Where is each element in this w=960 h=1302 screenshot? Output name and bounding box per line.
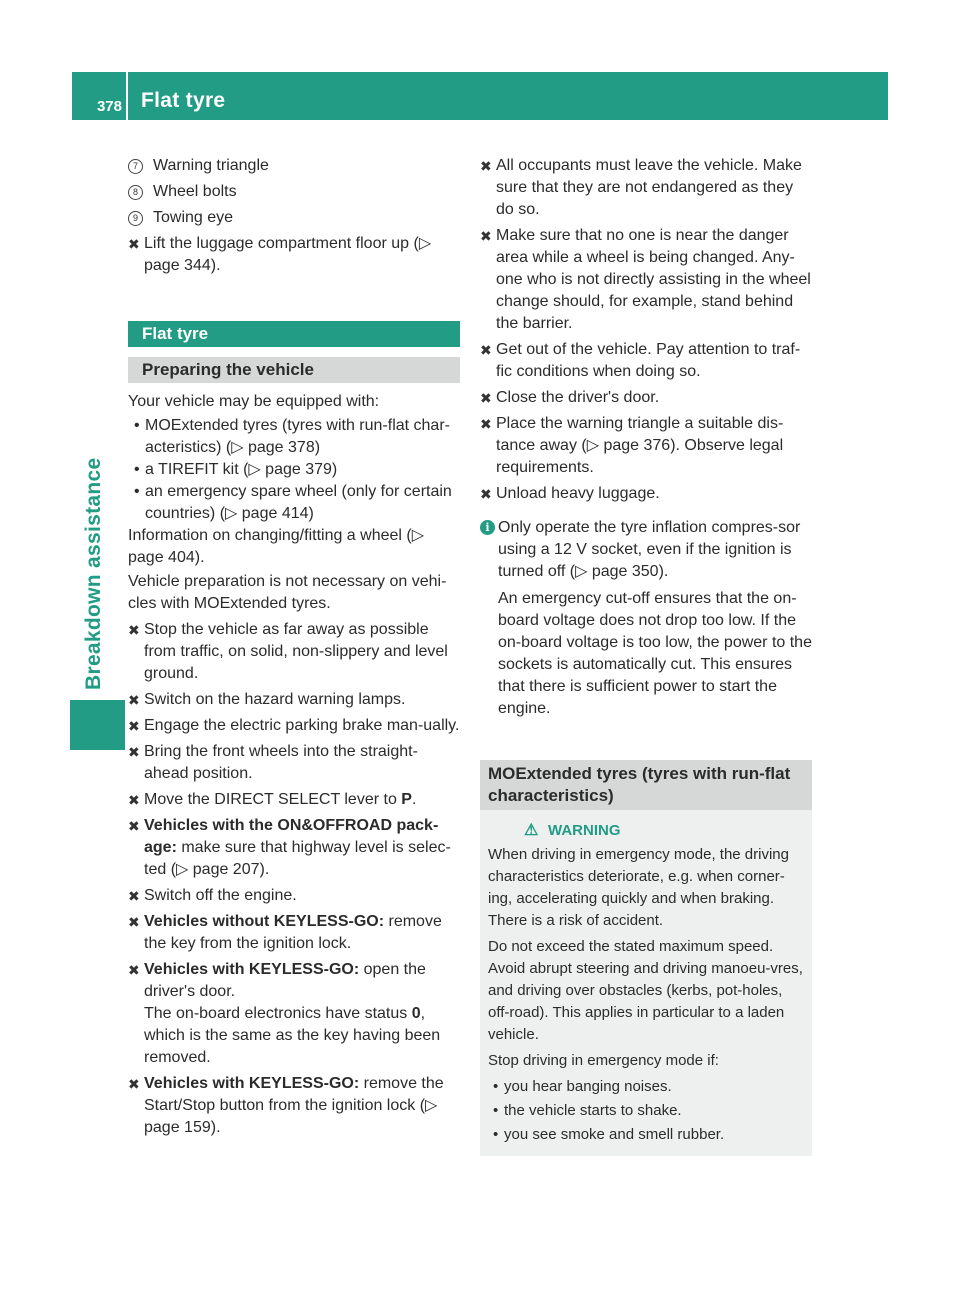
legend-label: Wheel bolts [153, 183, 237, 200]
legend-label: Warning triangle [153, 157, 269, 174]
instruction-step: ✖ Vehicles with KEYLESS-GO: open the driver's door. The on-board electronics have status 0, which is the same as the key having been removed. [128, 961, 441, 1066]
page-number: 378 [96, 98, 122, 115]
instruction-step: ✖ Engage the electric parking brake man-ually. [128, 715, 460, 737]
info-prep-text: Vehicle preparation is not necessary on vehi-cles with MOExtended tyres. [128, 573, 447, 612]
step-arrow-icon: ✖ [480, 390, 492, 406]
step-arrow-icon: ✖ [480, 158, 492, 174]
step-arrow-icon: ✖ [128, 962, 140, 978]
legend-item [128, 181, 460, 203]
bullet-dot-icon: • [493, 1102, 499, 1119]
step-arrow-icon: ✖ [128, 236, 140, 252]
warning-text: Do not exceed the stated maximum speed. Avoid abrupt steering and driving manoeu-vres, and driving over obstacles (kerbs, pot-holes, off-road). This applies in particular to a laden vehicle. [488, 938, 803, 1043]
step-arrow-icon: ✖ [128, 818, 140, 834]
section-title-moextended: MOExtended tyres (tyres with run-flat characteristics) [480, 760, 812, 810]
instruction-step: ✖ Switch off the engine. [128, 885, 460, 907]
info-note [480, 517, 812, 720]
instruction-step: ✖ Switch on the hazard warning lamps. [128, 689, 460, 711]
warning-bullet: • you see smoke and smell rubber. [488, 1124, 804, 1146]
page-number-box [72, 72, 126, 120]
instruction-step: ✖ Stop the vehicle as far away as possible from traffic, on solid, non-slippery and level ground. [128, 621, 448, 682]
warning-bullet: • you hear banging noises. [488, 1076, 804, 1098]
header-bar [128, 72, 888, 120]
section-title-flat-tyre: Flat tyre [128, 321, 460, 347]
warning-triangle-icon: ⚠ [524, 822, 539, 839]
info-icon: i [480, 520, 495, 535]
subsection-title-preparing: Preparing the vehicle [128, 357, 460, 383]
warning-text: When driving in emergency mode, the driving characteristics deteriorate, e.g. when corner-ing, accelerating quickly and when braking. There is a risk of accident. [488, 846, 789, 929]
callout-number: 7 [128, 159, 143, 174]
intro-text: Your vehicle may be equipped with: [128, 393, 380, 410]
right-column [480, 155, 812, 1156]
left-column [128, 155, 460, 1143]
instruction-step [128, 233, 460, 277]
step-arrow-icon: ✖ [128, 692, 140, 708]
step-arrow-icon: ✖ [128, 622, 140, 638]
info-change-text: Information on changing/fitting a wheel (▷ page 404). [128, 527, 425, 566]
instruction-step: ✖ Make sure that no one is near the danger area while a wheel is being changed. Any-one who is not directly assisting in the wheel change should, for example, stand behind the barrier. [480, 227, 811, 332]
bullet-dot-icon: • [134, 461, 140, 478]
page-title: Flat tyre [141, 89, 226, 112]
warning-box [480, 810, 812, 1156]
legend-label: Towing eye [153, 209, 234, 226]
step-arrow-icon: ✖ [480, 228, 492, 244]
equipment-item: • an emergency spare wheel (only for certain countries) (▷ page 414) [134, 483, 452, 522]
warning-heading: ⚠ WARNING [488, 820, 804, 842]
side-tab-label: Breakdown assistance [82, 457, 105, 690]
warning-text: Stop driving in emergency mode if: [488, 1052, 719, 1069]
info-text: An emergency cut-off ensures that the on-board voltage does not drop too low. If the on-board voltage is too low, the power to the sockets is automatically cut. This ensures that there is sufficient power to start the engine. [498, 590, 812, 717]
step-arrow-icon: ✖ [480, 486, 492, 502]
step-arrow-icon: ✖ [128, 718, 140, 734]
step-arrow-icon: ✖ [128, 1076, 140, 1092]
equipment-item: • a TIREFIT kit (▷ page 379) [128, 459, 460, 481]
instruction-step: ✖ Unload heavy luggage. [480, 483, 812, 505]
bullet-dot-icon: • [493, 1126, 499, 1143]
bullet-dot-icon: • [134, 483, 140, 500]
step-arrow-icon: ✖ [480, 342, 492, 358]
step-arrow-icon: ✖ [128, 914, 140, 930]
legend-item [128, 207, 460, 229]
instruction-step: ✖ Close the driver's door. [480, 387, 812, 409]
step-arrow-icon: ✖ [128, 888, 140, 904]
step-arrow-icon: ✖ [128, 792, 140, 808]
instruction-step: ✖ Bring the front wheels into the straight-ahead position. [128, 743, 418, 782]
bullet-dot-icon: • [134, 417, 140, 434]
info-text: Only operate the tyre inflation compres-sor using a 12 V socket, even if the ignition is turned off (▷ page 350). [498, 519, 801, 580]
legend-item [128, 155, 460, 177]
instruction-step: ✖ All occupants must leave the vehicle. Make sure that they are not endangered as they do so. [480, 157, 802, 218]
step-text: Lift the luggage compartment floor up (▷ page 344). [144, 235, 432, 274]
instruction-step: ✖ Place the warning triangle a suitable dis-tance away (▷ page 376). Observe legal requirements. [480, 415, 784, 476]
instruction-step: ✖ Vehicles with KEYLESS-GO: remove the Start/Stop button from the ignition lock (▷ page 159). [128, 1075, 444, 1136]
bullet-dot-icon: • [493, 1078, 499, 1095]
instruction-step: ✖ Vehicles with the ON&OFFROAD pack-age: make sure that highway level is selec-ted (▷ page 207). [128, 817, 451, 878]
instruction-step: ✖ Vehicles without KEYLESS-GO: remove the key from the ignition lock. [128, 913, 442, 952]
instruction-step: ✖ Move the DIRECT SELECT lever to P. [128, 789, 460, 811]
side-tab-marker [70, 700, 125, 750]
warning-bullet: • the vehicle starts to shake. [488, 1100, 804, 1122]
step-arrow-icon: ✖ [128, 744, 140, 760]
equipment-item: • MOExtended tyres (tyres with run-flat char-acteristics) (▷ page 378) [134, 417, 450, 456]
callout-number: 8 [128, 185, 143, 200]
callout-number: 9 [128, 211, 143, 226]
instruction-step: ✖ Get out of the vehicle. Pay attention to traf-fic conditions when doing so. [480, 341, 801, 380]
step-arrow-icon: ✖ [480, 416, 492, 432]
